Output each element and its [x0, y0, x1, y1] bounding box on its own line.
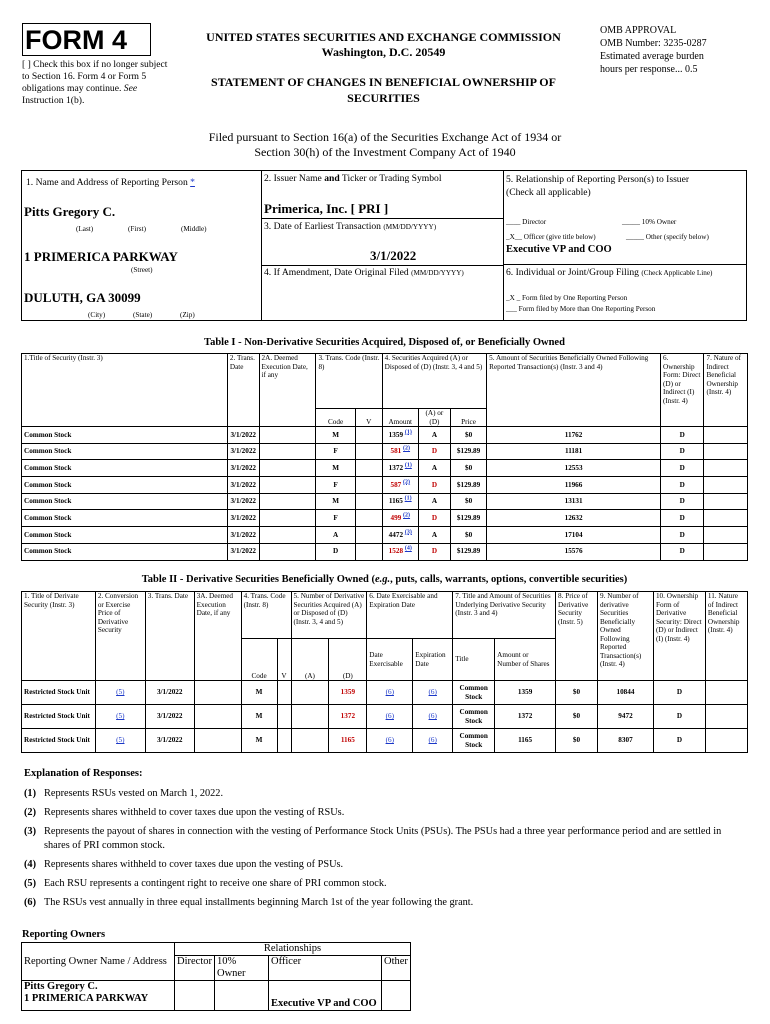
- trans-v: [355, 493, 382, 510]
- ownership-form: D: [661, 510, 704, 527]
- table1-title: Table I - Non-Derivative Securities Acquired, Disposed of, or Beneficially Owned: [204, 337, 565, 348]
- trans-v: [277, 729, 291, 753]
- amount-cell: [382, 543, 418, 560]
- explanation-number: (1): [24, 788, 37, 799]
- t2-h-code: 4. Trans. Code (Instr. 8): [241, 592, 291, 639]
- t1-h-code: 3. Trans. Code (Instr. 8): [316, 354, 382, 409]
- issuer-label: 2. Issuer Name and Ticker or Trading Symbol: [264, 173, 442, 184]
- acquired-disposed: D: [418, 443, 450, 460]
- zip-label: (Zip): [180, 311, 195, 319]
- explanation-text: Each RSU represents a contingent right to receive one share of PRI common stock.: [44, 878, 387, 889]
- t1-h-amount: Amount: [382, 409, 418, 427]
- price: $129.89: [450, 543, 486, 560]
- ownership-form: D: [661, 460, 704, 477]
- agency-name: UNITED STATES SECURITIES AND EXCHANGE COMMISSION: [206, 30, 561, 44]
- table-row: [22, 443, 748, 460]
- acquired-a: [291, 705, 329, 729]
- table-row: [22, 681, 748, 705]
- more-persons-filing: ___ Form filed by More than One Reporting Person: [506, 305, 656, 313]
- omb-burden: Estimated average burden hours per response... 0.5: [600, 51, 704, 75]
- amount-owned: 12553: [487, 460, 661, 477]
- underlying-title: Common Stock: [453, 681, 495, 705]
- t2-h-date-ex: Date Exercisable: [367, 639, 413, 681]
- reporting-person-city: DULUTH, GA 30099: [24, 290, 141, 305]
- issuer-name: Primerica, Inc. [ PRI ]: [264, 201, 389, 216]
- explanation-item: [24, 787, 739, 801]
- t1-h-acquired: 4. Securities Acquired (A) or Disposed of (D) (Instr. 3, 4 and 5): [382, 354, 487, 409]
- ownership-form: D: [661, 427, 704, 444]
- table-row: [22, 493, 748, 510]
- t2-h-utitle: Title: [453, 639, 495, 681]
- acquired-disposed: A: [418, 427, 450, 444]
- table1: [21, 353, 748, 561]
- security-title: Common Stock: [22, 477, 228, 494]
- issuer-box: [261, 170, 504, 321]
- footnote-link[interactable]: (5): [116, 712, 125, 721]
- security-title: Common Stock: [22, 527, 228, 544]
- relationship-officer: _X__ Officer (give title below): [506, 233, 596, 241]
- price: $129.89: [450, 443, 486, 460]
- t2-h-date: 3. Trans. Date: [145, 592, 194, 681]
- t1-h-code-sub: Code: [316, 409, 355, 427]
- t1-h-nature: 7. Nature of Indirect Beneficial Ownership (Instr. 4): [704, 354, 748, 427]
- amount-owned: 17104: [487, 527, 661, 544]
- footnote-link[interactable]: (4): [404, 546, 412, 553]
- security-title: Common Stock: [22, 460, 228, 477]
- nature-indirect: [705, 729, 747, 753]
- acquired-disposed: A: [418, 493, 450, 510]
- amount: 4472: [388, 530, 404, 539]
- amount-owned: 15576: [487, 543, 661, 560]
- trans-v: [277, 705, 291, 729]
- owners-h-director: Director: [175, 956, 215, 981]
- trans-date: 3/1/2022: [145, 705, 194, 729]
- conversion-price: [95, 681, 145, 705]
- derivative-price: $0: [556, 729, 598, 753]
- trans-date: 3/1/2022: [227, 443, 259, 460]
- explanation-list: [24, 787, 739, 915]
- ownership-form: D: [661, 493, 704, 510]
- t1-h-owned: 5. Amount of Securities Beneficially Owned Following Reported Transaction(s) (Instr. 3 and 4): [487, 354, 661, 427]
- explanation-text: Represents shares withheld to cover taxes due upon the vesting of RSUs.: [44, 807, 345, 818]
- date-exercisable: [367, 681, 413, 705]
- form-title: FORM 4: [25, 25, 128, 55]
- box-divider-3: [261, 218, 504, 219]
- t1-h-date: 2. Trans. Date: [227, 354, 259, 427]
- date-exercisable: [367, 705, 413, 729]
- t1-h-form: 6. Ownership Form: Direct (D) or Indirect (I) (Instr. 4): [661, 354, 704, 427]
- security-title: Common Stock: [22, 510, 228, 527]
- explanation-text: Represents RSUs vested on March 1, 2022.: [44, 788, 224, 799]
- t2-h-deemed: 3A. Deemed Execution Date, if any: [194, 592, 241, 681]
- trans-date: 3/1/2022: [227, 510, 259, 527]
- t1-h-aord: (A) or (D): [418, 409, 450, 427]
- amount-owned: 12632: [487, 510, 661, 527]
- nature-indirect: [704, 527, 748, 544]
- t2-h-owned: 9. Number of derivative Securities Beneficially Owned Following Reported Transaction(s) (Instr. 4): [598, 592, 654, 681]
- derivative-price: $0: [556, 705, 598, 729]
- nature-indirect: [704, 477, 748, 494]
- ownership-form: D: [653, 729, 705, 753]
- ownership-form: D: [661, 527, 704, 544]
- t2-h-conv: 2. Conversion or Exercise Price of Derivative Security: [95, 592, 145, 681]
- trans-v: [355, 510, 382, 527]
- owners-h-relationships: Relationships: [175, 943, 411, 956]
- expiration-date: [413, 705, 453, 729]
- filing-label: 6. Individual or Joint/Group Filing (Check Applicable Line): [506, 267, 713, 278]
- trans-code: M: [316, 460, 355, 477]
- trans-code: F: [316, 477, 355, 494]
- reporting-person-name: Pitts Gregory C.: [24, 204, 116, 219]
- amount-cell: [382, 493, 418, 510]
- derivative-title: Restricted Stock Unit: [22, 729, 96, 753]
- explanation-number: (3): [24, 826, 37, 837]
- trans-code: F: [316, 510, 355, 527]
- deemed-date: [259, 477, 316, 494]
- t1-h-title: 1.Title of Security (Instr. 3): [22, 354, 228, 427]
- footnote-link[interactable]: (6): [428, 688, 437, 697]
- trans-code: A: [316, 527, 355, 544]
- ownership-form: D: [661, 477, 704, 494]
- t1-h-v: V: [355, 409, 382, 427]
- trans-v: [355, 427, 382, 444]
- underlying-amount: 1372: [495, 705, 556, 729]
- relationship-ten-pct: _____ 10% Owner: [622, 218, 677, 226]
- owner-officer-title: Executive VP and COO: [268, 981, 381, 1011]
- trans-v: [277, 681, 291, 705]
- explanation-text: Represents shares withheld to cover taxes due upon the vesting of PSUs.: [44, 859, 344, 870]
- amount-cell: [382, 443, 418, 460]
- footnote-link[interactable]: (1): [404, 495, 412, 502]
- explanation-number: (5): [24, 878, 37, 889]
- footnote-link[interactable]: (2): [403, 479, 411, 486]
- box-divider-4: [261, 265, 504, 266]
- table-row: [22, 527, 748, 544]
- derivative-owned: 9472: [598, 705, 654, 729]
- footnote-link[interactable]: (5): [116, 688, 125, 697]
- nature-indirect: [704, 427, 748, 444]
- relationship-label: 5. Relationship of Reporting Person(s) to Issuer (Check all applicable): [506, 174, 690, 198]
- footnote-link[interactable]: (2): [403, 512, 411, 519]
- explanation-number: (6): [24, 897, 37, 908]
- derivative-title: Restricted Stock Unit: [22, 681, 96, 705]
- explanation-item: [24, 896, 739, 910]
- trans-date: 3/1/2022: [227, 460, 259, 477]
- conversion-price: [95, 729, 145, 753]
- owners-h-ten-pct: 10% Owner: [214, 956, 268, 981]
- footnote-link[interactable]: (6): [385, 736, 394, 745]
- t2-h-exp: Expiration Date: [413, 639, 453, 681]
- amount: 499: [390, 514, 402, 523]
- table2-title: Table II - Derivative Securities Beneficially Owned (e.g., puts, calls, warrants, options, convertible securities): [141, 574, 628, 585]
- t2-h-exercisable: 6. Date Exercisable and Expiration Date: [367, 592, 453, 639]
- table-row: [22, 460, 748, 477]
- nature-indirect: [705, 681, 747, 705]
- one-person-filing: _X _ Form filed by One Reporting Person: [506, 294, 628, 302]
- owner-name-address: Pitts Gregory C. 1 PRIMERICA PARKWAY: [22, 981, 175, 1011]
- footnote-link[interactable]: (6): [385, 712, 394, 721]
- amount-owned: 11181: [487, 443, 661, 460]
- trans-date: 3/1/2022: [227, 543, 259, 560]
- footnote-link[interactable]: (6): [385, 688, 394, 697]
- nature-indirect: [704, 460, 748, 477]
- disposed-d: 1165: [329, 729, 367, 753]
- underlying-title: Common Stock: [453, 729, 495, 753]
- middle-label: (Middle): [181, 225, 207, 233]
- filed-pursuant-1: Filed pursuant to Section 16(a) of the Securities Exchange Act of 1934 or: [208, 130, 562, 144]
- t2-h-uamount: Amount or Number of Shares: [495, 639, 556, 681]
- last-label: (Last): [76, 225, 94, 233]
- ownership-form: D: [661, 443, 704, 460]
- price: $0: [450, 527, 486, 544]
- owners-h-other: Other: [381, 956, 410, 981]
- amount: 1528: [388, 547, 404, 556]
- price: $0: [450, 427, 486, 444]
- t1-h-deemed: 2A. Deemed Execution Date, if any: [259, 354, 316, 427]
- amount-cell: [382, 510, 418, 527]
- price: $0: [450, 460, 486, 477]
- underlying-amount: 1165: [495, 729, 556, 753]
- city-label: (City): [88, 311, 106, 319]
- footnote-link[interactable]: (1): [404, 429, 412, 436]
- deemed-date: [259, 493, 316, 510]
- filed-pursuant-2: Section 30(h) of the Investment Company Act of 1940: [254, 145, 516, 159]
- date-exercisable: [367, 729, 413, 753]
- amount-cell: [382, 527, 418, 544]
- form-title-box: [22, 23, 151, 56]
- derivative-price: $0: [556, 681, 598, 705]
- security-title: Common Stock: [22, 443, 228, 460]
- underlying-title: Common Stock: [453, 705, 495, 729]
- acquired-disposed: A: [418, 527, 450, 544]
- owners-table: [21, 942, 411, 1011]
- nature-indirect: [704, 493, 748, 510]
- disposed-d: 1372: [329, 705, 367, 729]
- t2-h-nature: 11. Nature of Indirect Beneficial Ownership (Instr. 4): [705, 592, 747, 681]
- expiration-date: [413, 681, 453, 705]
- checkbox-note: [ ] Check this box if no longer subject to Section 16. Form 4 or Form 5 obligations may continue. See Instruction 1(b).: [22, 59, 168, 106]
- t2-h-d: (D): [329, 639, 367, 681]
- t2-h-v: V: [277, 639, 291, 681]
- omb-number: OMB Number: 3235-0287: [600, 38, 707, 49]
- t2-h-title: 1. Title of Derivate Security (Instr. 3): [22, 592, 96, 681]
- owner-ten-pct: [214, 981, 268, 1011]
- amount: 1165: [388, 497, 403, 506]
- deemed-date: [194, 729, 241, 753]
- amount-cell: [382, 460, 418, 477]
- security-title: Common Stock: [22, 427, 228, 444]
- trans-code: F: [316, 443, 355, 460]
- trans-code: M: [241, 681, 277, 705]
- nature-indirect: [704, 443, 748, 460]
- price: $129.89: [450, 510, 486, 527]
- disposed-d: 1359: [329, 681, 367, 705]
- footnote-link[interactable]: (6): [428, 712, 437, 721]
- table-row: [22, 510, 748, 527]
- omb-approval: OMB APPROVAL: [600, 25, 677, 36]
- acquired-disposed: D: [418, 477, 450, 494]
- explanation-heading: Explanation of Responses:: [24, 768, 143, 779]
- explanation-text: The RSUs vest annually in three equal installments beginning March 1st of the year following the grant.: [44, 897, 474, 908]
- owners-heading: Reporting Owners: [22, 929, 106, 940]
- table-row: [22, 729, 748, 753]
- explanation-item: [24, 858, 739, 872]
- explanation-number: (2): [24, 807, 37, 818]
- trans-date: 3/1/2022: [227, 493, 259, 510]
- explanation-text: Represents the payout of shares in connection with the vesting of Performance Stock Units (PSUs). The PSUs had a three year performance period and are settled in shares of PRI common stock.: [44, 826, 722, 851]
- footnote-link[interactable]: (2): [403, 445, 411, 452]
- amount: 1359: [388, 430, 404, 439]
- footnote-link[interactable]: (1): [404, 462, 412, 469]
- trans-v: [355, 460, 382, 477]
- expiration-date: [413, 729, 453, 753]
- box-divider-6: [503, 264, 747, 265]
- deemed-date: [194, 705, 241, 729]
- amendment-label: 4. If Amendment, Date Original Filed (MM/DD/YYYY): [264, 267, 464, 278]
- derivative-title: Restricted Stock Unit: [22, 705, 96, 729]
- amount-cell: [382, 427, 418, 444]
- deemed-date: [194, 681, 241, 705]
- trans-date: 3/1/2022: [145, 681, 194, 705]
- acquired-a: [291, 729, 329, 753]
- amount: 1372: [388, 463, 404, 472]
- officer-title: Executive VP and COO: [506, 244, 612, 255]
- deemed-date: [259, 543, 316, 560]
- amount: 587: [390, 480, 402, 489]
- trans-v: [355, 477, 382, 494]
- trans-v: [355, 527, 382, 544]
- ownership-form: D: [661, 543, 704, 560]
- amount-cell: [382, 477, 418, 494]
- derivative-owned: 10844: [598, 681, 654, 705]
- explanation-item: [24, 877, 739, 891]
- trans-date: 3/1/2022: [145, 729, 194, 753]
- price: $0: [450, 493, 486, 510]
- agency-city: Washington, D.C. 20549: [321, 45, 446, 59]
- price: $129.89: [450, 477, 486, 494]
- trans-v: [355, 543, 382, 560]
- conversion-price: [95, 705, 145, 729]
- nature-indirect: [704, 510, 748, 527]
- earliest-transaction-date: 3/1/2022: [370, 248, 417, 263]
- reporting-person-label: 1. Name and Address of Reporting Person *: [26, 177, 195, 188]
- nature-indirect: [705, 705, 747, 729]
- trans-code: D: [316, 543, 355, 560]
- reporting-person-street: 1 PRIMERICA PARKWAY: [24, 249, 178, 264]
- earliest-transaction-label: 3. Date of Earliest Transaction (MM/DD/YYYY): [264, 221, 437, 232]
- t2-h-code-sub: Code: [241, 639, 277, 681]
- table-row: [22, 427, 748, 444]
- trans-date: 3/1/2022: [227, 427, 259, 444]
- t2-h-a: (A): [291, 639, 329, 681]
- explanation-item: [24, 825, 739, 853]
- table-row: [22, 543, 748, 560]
- relationship-director: ____ Director: [506, 218, 547, 226]
- amount-owned: 11966: [487, 477, 661, 494]
- explanation-number: (4): [24, 859, 37, 870]
- trans-v: [355, 443, 382, 460]
- trans-date: 3/1/2022: [227, 527, 259, 544]
- state-label: (State): [133, 311, 153, 319]
- trans-code: M: [241, 705, 277, 729]
- amount-owned: 13131: [487, 493, 661, 510]
- owners-h-officer: Officer: [268, 956, 381, 981]
- derivative-owned: 8307: [598, 729, 654, 753]
- omb-box: [600, 24, 760, 76]
- table-row: [22, 477, 748, 494]
- underlying-amount: 1359: [495, 681, 556, 705]
- relationship-other: _____ Other (specify below): [626, 233, 709, 241]
- t2-h-form: 10. Ownership Form of Derivative Security: Direct (D) or Indirect (I) (Instr. 4): [653, 592, 705, 681]
- security-title: Common Stock: [22, 493, 228, 510]
- owners-h-name: Reporting Owner Name / Address: [22, 943, 175, 981]
- ownership-form: D: [653, 705, 705, 729]
- first-label: (First): [128, 225, 146, 233]
- deemed-date: [259, 443, 316, 460]
- deemed-date: [259, 460, 316, 477]
- nature-indirect: [704, 543, 748, 560]
- ownership-form: D: [653, 681, 705, 705]
- trans-code: M: [316, 427, 355, 444]
- trans-date: 3/1/2022: [227, 477, 259, 494]
- table2: [21, 591, 748, 753]
- amount-owned: 11762: [487, 427, 661, 444]
- t2-h-underlying: 7. Title and Amount of Securities Underlying Derivative Security (Instr. 3 and 4): [453, 592, 556, 639]
- street-label: (Street): [131, 266, 153, 274]
- statement-title: STATEMENT OF CHANGES IN BENEFICIAL OWNERSHIP OF SECURITIES: [211, 75, 556, 105]
- trans-code: M: [316, 493, 355, 510]
- security-title: Common Stock: [22, 543, 228, 560]
- deemed-date: [259, 510, 316, 527]
- acquired-disposed: A: [418, 460, 450, 477]
- owner-director: [175, 981, 215, 1011]
- t2-h-price: 8. Price of Derivative Security (Instr. 5): [556, 592, 598, 681]
- trans-code: M: [241, 729, 277, 753]
- table-row: [22, 705, 748, 729]
- deemed-date: [259, 427, 316, 444]
- footnote-link[interactable]: (3): [404, 529, 412, 536]
- acquired-disposed: D: [418, 510, 450, 527]
- owner-other: [381, 981, 410, 1011]
- footnote-link[interactable]: (5): [116, 736, 125, 745]
- acquired-disposed: D: [418, 543, 450, 560]
- acquired-a: [291, 681, 329, 705]
- t1-h-price: Price: [450, 409, 486, 427]
- footnote-link[interactable]: (6): [428, 736, 437, 745]
- amount: 581: [390, 447, 402, 456]
- explanation-item: [24, 806, 739, 820]
- deemed-date: [259, 527, 316, 544]
- t2-h-number: 5. Number of Derivative Securities Acquired (A) or Disposed of (D) (Instr. 3, 4 and 5): [291, 592, 367, 639]
